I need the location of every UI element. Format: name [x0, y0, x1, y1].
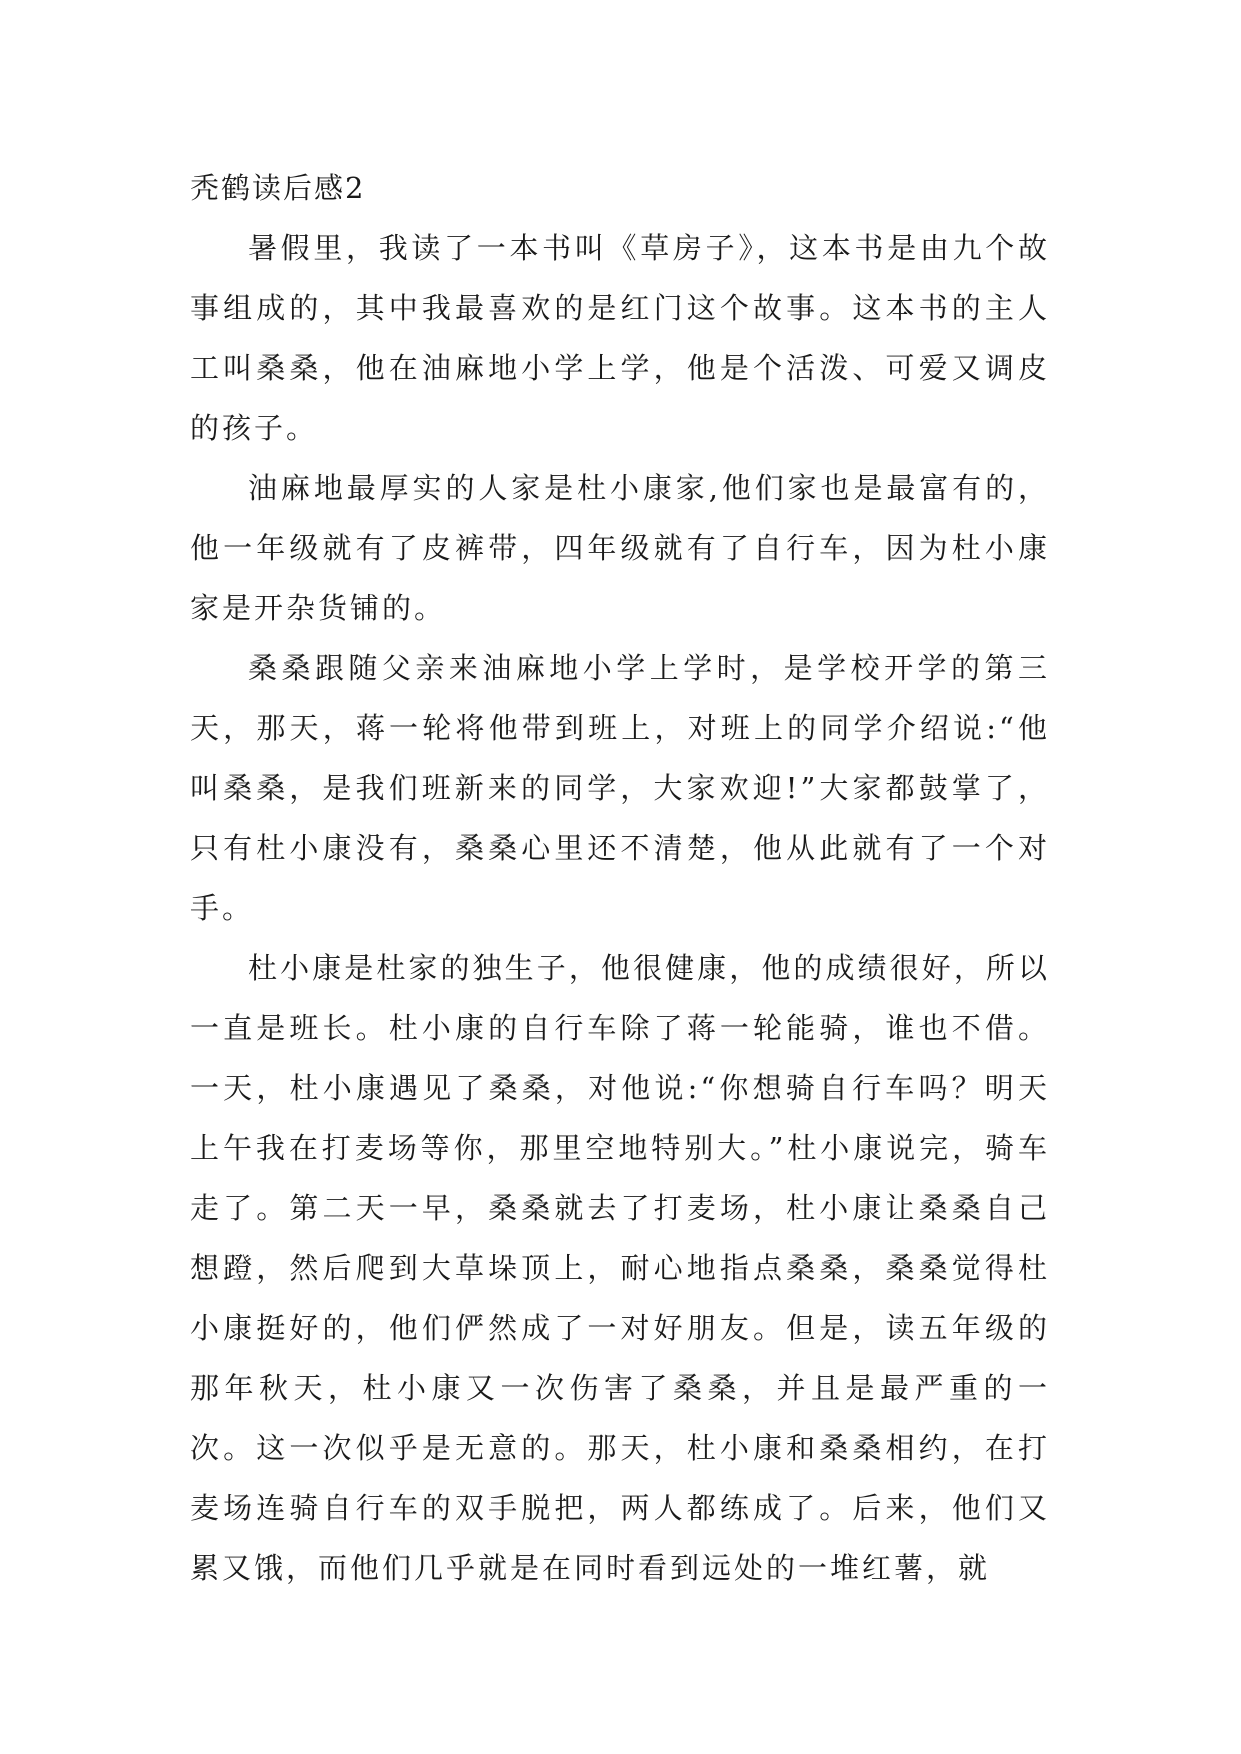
document-body — [190, 158, 1050, 1598]
paragraph-1: 暑假里，我读了一本书叫《草房子》，这本书是由九个故事组成的，其中我最喜欢的是红门这个故事。这本书的主人工叫桑桑，他在油麻地小学上学，他是个活泼、可爱又调皮的孩子。 — [190, 231, 1050, 445]
paragraph-4: 杜小康是杜家的独生子，他很健康，他的成绩很好，所以一直是班长。杜小康的自行车除了蒋一轮能骑，谁也不借。一天，杜小康遇见了桑桑，对他说:“你想骑自行车吗？明天上午我在打麦场等你，那里空地特别大。”杜小康说完，骑车走了。第二天一早，桑桑就去了打麦场，杜小康让桑桑自己想蹬，然后爬到大草垛顶上，耐心地指点桑桑，桑桑觉得杜小康挺好的，他们俨然成了一对好朋友。但是，读五年级的那年秋天，杜小康又一次伤害了桑桑，并且是最严重的一次。这一次似乎是无意的。那天，杜小康和桑桑相约，在打麦场连骑自行车的双手脱把，两人都练成了。后来，他们又累又饿，而他们几乎就是在同时看到远处的一堆红薯，就 — [190, 951, 1050, 1585]
paragraph-2: 油麻地最厚实的人家是杜小康家,他们家也是最富有的，他一年级就有了皮裤带，四年级就有了自行车，因为杜小康家是开杂货铺的。 — [190, 471, 1050, 625]
paragraph-3: 桑桑跟随父亲来油麻地小学上学时，是学校开学的第三天，那天，蒋一轮将他带到班上，对班上的同学介绍说:“他叫桑桑，是我们班新来的同学，大家欢迎!”大家都鼓掌了，只有杜小康没有，桑桑心里还不清楚，他从此就有了一个对手。 — [190, 651, 1050, 925]
document-title: 秃鹤读后感2 — [190, 171, 366, 205]
